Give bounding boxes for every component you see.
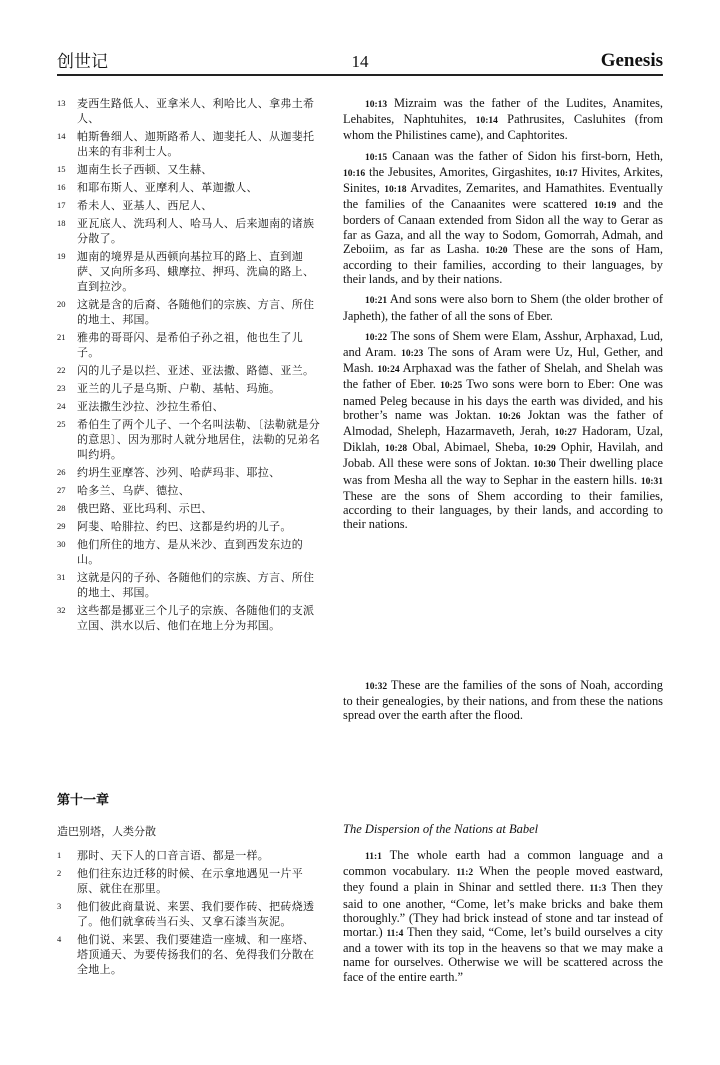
verse-text: Arphaxad was the father of Shelah, and Shelah was the father of Eber. <box>343 361 663 392</box>
chinese-verse <box>57 129 324 159</box>
chinese-verse <box>57 330 324 360</box>
verse-reference: 10:29 <box>533 444 556 455</box>
verse-text: Hadoram, Uzal, Diklah, <box>343 424 663 455</box>
english-paragraph <box>343 149 663 287</box>
verse-reference: 10:26 <box>498 411 521 422</box>
verse-text: These are the families of the sons of Noah, according to their genealogies, by their nations, and from these the nations spread over the earth after the flood. <box>343 678 663 723</box>
chinese-verse <box>57 899 324 929</box>
chinese-verse <box>57 417 324 462</box>
verse-reference: 10:16 <box>343 168 366 179</box>
verse-number: 23 <box>57 383 66 393</box>
verse-number: 13 <box>57 98 66 108</box>
verse-text: and the borders of Canaan extended from Sidon all the way to Gerar as far as Gaza, and all the way to Sodom, Gomorrah, Admah, and Zeboiim, as far as Lasha. <box>343 197 663 256</box>
english-section-subtitle: The Dispersion of the Nations at Babel <box>343 822 539 836</box>
chinese-verse <box>57 501 324 516</box>
verse-text: The sons of Aram were Uz, Hul, Gether, and Mash. <box>343 345 663 376</box>
verse-reference: 10:17 <box>555 168 578 179</box>
verse-number: 28 <box>57 503 66 513</box>
verse-text: 迦南的境界是从西顿向基拉耳的路上、直到迦萨、又向所多玛、蛾摩拉、押玛、洗扁的路上、直到拉沙。 <box>77 250 315 293</box>
verse-number: 21 <box>57 332 66 342</box>
verse-text: Their dwelling place was from Mesha all the way to Sephar in the eastern hills. <box>343 456 663 487</box>
verse-text: 希伯生了两个儿子、一个名叫法勒、〔法勒就是分的意思〕、因为那时人就分地居住，法勒的兄弟名叫约坍。 <box>77 418 321 461</box>
verse-text: 闪的儿子是以拦、亚述、亚法撒、路德、亚兰。 <box>77 364 315 377</box>
verse-number: 4 <box>57 934 62 944</box>
verse-reference: 11:4 <box>386 929 404 940</box>
english-paragraph <box>343 848 663 984</box>
verse-number: 30 <box>57 539 66 549</box>
chinese-verse <box>57 483 324 498</box>
verse-text: 约坍生亚摩答、沙列、哈萨玛非、耶拉、 <box>77 466 281 479</box>
verse-number: 15 <box>57 164 66 174</box>
verse-text: 那时、天下人的口音言语、都是一样。 <box>77 849 270 862</box>
verse-number: 3 <box>57 901 62 911</box>
verse-reference: 10:30 <box>533 460 556 471</box>
verse-number: 2 <box>57 868 62 878</box>
verse-text: 迦南生长子西顿、又生赫、 <box>77 163 213 176</box>
chinese-verse <box>57 465 324 480</box>
verse-text: Mizraim was the father of the Ludites, Anamites, Lehabites, Naphtuhites, <box>343 96 663 127</box>
verse-number: 29 <box>57 521 66 531</box>
verse-text: 他们彼此商量说、来罢、我们要作砖、把砖烧透了。他们就拿砖当石头、又拿石漆当灰泥。 <box>77 900 315 928</box>
chinese-verse <box>57 249 324 294</box>
verse-reference: 10:14 <box>475 116 498 127</box>
verse-number: 27 <box>57 485 66 495</box>
verse-reference: 11:1 <box>365 852 382 862</box>
english-paragraph <box>343 678 663 723</box>
verse-number: 17 <box>57 200 66 210</box>
verse-text: Canaan was the father of Sidon his first-born, Heth, <box>387 148 663 163</box>
chinese-verse <box>57 297 324 327</box>
header-book-title-english: Genesis <box>600 50 663 71</box>
verse-text: 希未人、亚基人、西尼人、 <box>77 199 213 212</box>
verse-text: 他们所住的地方、是从米沙、直到西发东边的山。 <box>77 538 303 566</box>
chinese-verse <box>57 381 324 396</box>
chinese-verse <box>57 162 324 177</box>
chinese-verse <box>57 180 324 195</box>
verse-text: the Jebusites, Amorites, Girgashites, <box>365 164 556 179</box>
verse-text: Ophir, Havilah, and Jobab. All these were sons of Joktan. <box>343 440 664 471</box>
verse-reference: 10:27 <box>554 428 577 439</box>
chinese-verse <box>57 866 324 896</box>
verse-text: 亚兰的儿子是乌斯、户勒、基帖、玛施。 <box>77 382 281 395</box>
verse-number: 32 <box>57 605 66 615</box>
verse-text: The sons of Shem were Elam, Asshur, Arphaxad, Lud, and Aram. <box>343 328 663 360</box>
verse-text: Then they said to one another, “Come, let’s make bricks and bake them thoroughly.” (They had brick instead of stone and tar instead of mortar.) <box>343 880 664 940</box>
chinese-verse <box>57 363 324 378</box>
chinese-verse <box>57 848 324 863</box>
verse-text: 这些都是挪亚三个儿子的宗族、各随他们的支派立国、洪水以后、他们在地上分为邦国。 <box>77 604 315 632</box>
verse-number: 14 <box>57 131 66 141</box>
chinese-verse <box>57 932 324 977</box>
verse-number: 24 <box>57 401 66 411</box>
verse-text: These are the sons of Ham, according to their families, according to their languages, by their lands, and by their nations. <box>343 241 663 287</box>
verse-number: 25 <box>57 419 66 429</box>
verse-number: 31 <box>57 572 66 582</box>
english-verses-chapter-11 <box>343 848 663 990</box>
verse-reference: 11:3 <box>589 884 607 895</box>
chinese-verse <box>57 603 324 633</box>
english-paragraph <box>343 329 663 532</box>
verse-reference: 10:24 <box>377 365 400 376</box>
chinese-verses-chapter-10 <box>57 96 324 636</box>
verse-text: These are the sons of Shem according to their families, according to their languages, by their lands, and according to their nations. <box>343 488 663 532</box>
verse-text: 哈多兰、乌萨、德拉、 <box>77 484 190 497</box>
verse-text: 俄巴路、亚比玛利、示巴、 <box>77 502 213 515</box>
verse-number: 26 <box>57 467 66 477</box>
chinese-verses-chapter-11 <box>57 848 324 980</box>
verse-reference: 10:25 <box>440 381 463 392</box>
verse-reference: 10:13 <box>365 100 388 110</box>
verse-text: When the people moved eastward, they found a plain in Shinar and settled there. <box>343 864 663 895</box>
english-paragraph <box>343 96 663 143</box>
chinese-verse <box>57 96 324 126</box>
verse-text: And sons were also born to Shem (the older brother of Japheth), the father of all the sons of Eber. <box>343 292 663 323</box>
verse-reference: 10:32 <box>365 682 388 692</box>
verse-reference: 10:22 <box>365 332 388 343</box>
verse-text: 亚瓦底人、洗玛利人、哈马人、后来迦南的诸族分散了。 <box>77 217 315 245</box>
verse-number: 19 <box>57 251 66 261</box>
chapter-title: 第十一章 <box>57 793 110 808</box>
verse-reference: 10:28 <box>385 444 408 455</box>
verse-text: 麦西生路低人、亚拿米人、利哈比人、拿弗土希人、 <box>77 97 315 125</box>
verse-reference: 10:18 <box>384 185 407 196</box>
verse-text: Hivites, Arkites, Sinites, <box>343 164 663 196</box>
verse-text: Joktan was the father of Almodad, Sheleph, Hazarmaveth, Jerah, <box>343 407 663 439</box>
verse-number: 18 <box>57 218 66 228</box>
verse-text: Obal, Abimael, Sheba, <box>407 440 534 455</box>
page-header <box>57 46 663 76</box>
verse-text: Pathrusites, Casluhites (from whom the Philistines came), and Caphtorites. <box>343 112 663 143</box>
verse-reference: 10:19 <box>594 201 617 212</box>
verse-number: 1 <box>57 850 62 860</box>
chinese-verse <box>57 216 324 246</box>
chinese-verse <box>57 537 324 567</box>
page-number: 14 <box>351 52 369 71</box>
verse-text: 阿斐、哈腓拉、约巴、这都是约坍的儿子。 <box>77 520 292 533</box>
verse-text: 雅弗的哥哥闪、是希伯子孙之祖，他也生了儿子。 <box>77 331 303 359</box>
chinese-section-subtitle: 造巴别塔，人类分散 <box>57 825 156 838</box>
chinese-verse <box>57 399 324 414</box>
english-paragraph <box>343 292 663 322</box>
verse-text: 他们说、来罢、我们要建造一座城、和一座塔、塔顶通天、为要传扬我们的名、免得我们分散在全地上。 <box>77 933 315 976</box>
verse-reference: 10:31 <box>640 476 663 487</box>
verse-reference: 10:15 <box>365 152 388 163</box>
verse-reference: 10:20 <box>485 245 508 256</box>
verse-text: 这就是含的后裔、各随他们的宗族、方言、所住的地土、邦国。 <box>77 298 315 326</box>
header-book-title-chinese: 创世记 <box>57 52 108 72</box>
verse-text: The whole earth had a common language and a common vocabulary. <box>343 848 663 879</box>
verse-text: Arvadites, Zemarites, and Hamathites. Eventually the families of the Canaanites were scattered <box>343 181 663 212</box>
verse-text: 帕斯鲁细人、迦斯路希人、迦斐托人、从迦斐托出来的有非利士人。 <box>77 130 315 158</box>
verse-text: 亚法撒生沙拉、沙拉生希伯、 <box>77 400 224 413</box>
chinese-verse <box>57 198 324 213</box>
chinese-verse <box>57 519 324 534</box>
chinese-verse <box>57 570 324 600</box>
verse-text: Then they said, “Come, let’s build ourselves a city and a tower with its top in the heavens so that we may make a name for ourselves. Otherwise we will be scattered across the face of the entire earth.” <box>343 925 663 984</box>
english-verse-10-32 <box>343 678 663 729</box>
verse-number: 20 <box>57 299 66 309</box>
verse-reference: 10:21 <box>365 296 388 307</box>
verse-text: 和耶布斯人、亚摩利人、革迦撒人、 <box>77 181 258 194</box>
verse-text: 他们往东边迁移的时候、在示拿地遇见一片平原、就住在那里。 <box>77 867 303 895</box>
verse-number: 16 <box>57 182 66 192</box>
english-verses-chapter-10 <box>343 96 663 537</box>
verse-text: Two sons were born to Eber: One was named Peleg because in his days the earth was divided, and his brother’s name was Joktan. <box>343 377 664 422</box>
verse-reference: 11:2 <box>456 868 474 879</box>
verse-text: 这就是闪的子孙、各随他们的宗族、方言、所住的地土、邦国。 <box>77 571 315 599</box>
verse-reference: 10:23 <box>401 349 424 360</box>
verse-number: 22 <box>57 365 66 375</box>
